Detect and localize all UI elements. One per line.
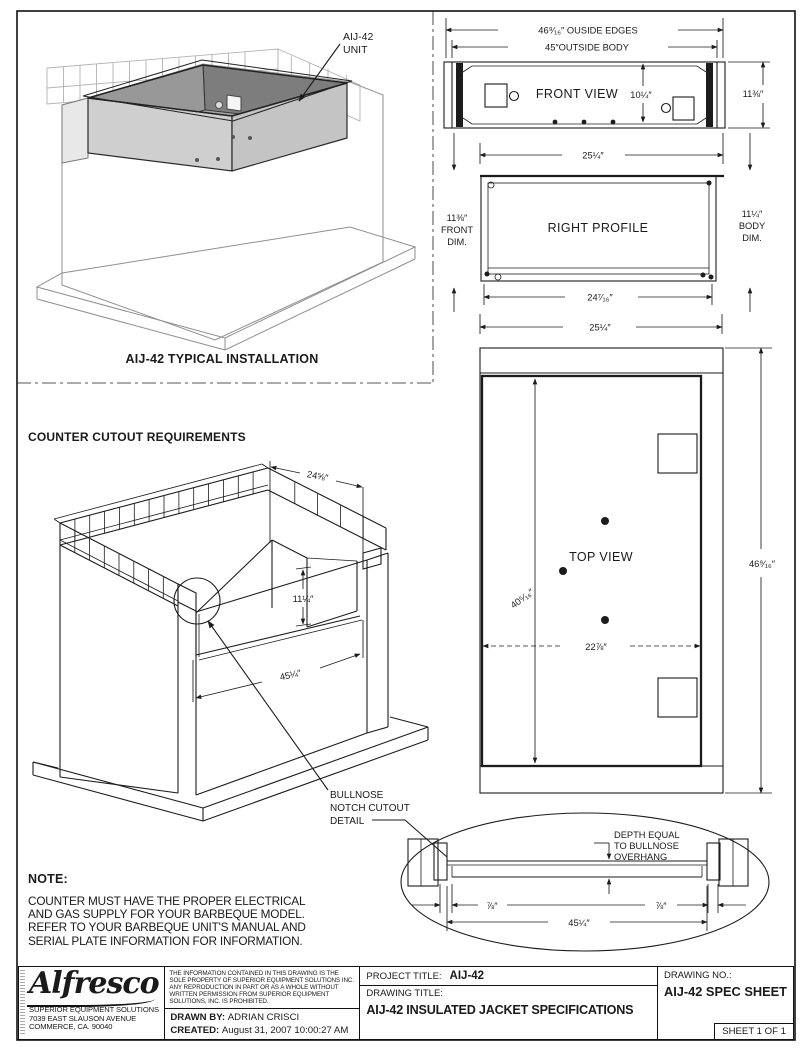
bullnose-detail-circle — [174, 578, 220, 624]
right-profile-title: RIGHT PROFILE — [547, 221, 649, 235]
depth-note-3: OVERHANG — [614, 852, 668, 862]
dim-bullnose-width: 45¼″ — [568, 918, 590, 928]
drawn-by-row — [170, 1011, 354, 1024]
depth-note-2: TO BULLNOSE — [614, 841, 679, 851]
top-view-title: TOP VIEW — [569, 550, 633, 564]
note-line: AND GAS SUPPLY FOR YOUR BARBEQUE MODEL. — [28, 907, 305, 922]
top-cutout-2 — [658, 678, 697, 717]
unit-knob — [216, 102, 223, 109]
front-left-hole — [510, 92, 519, 101]
profile-right-dim-1: 11¼″ — [741, 209, 763, 219]
note-line: COUNTER MUST HAVE THE PROPER ELECTRICAL — [28, 894, 306, 908]
drawing-number-block — [658, 967, 793, 1039]
front-right-hole — [662, 104, 671, 113]
legal-and-credits — [165, 967, 360, 1039]
profile-right-dim-2: BODY — [738, 221, 766, 231]
note-text — [28, 895, 306, 948]
drawn-by-label: DRAWN BY: — [170, 1012, 226, 1024]
created-label: CREATED: — [170, 1025, 220, 1037]
note-line: SERIAL PLATE INFORMATION FOR INFORMATION. — [28, 933, 303, 948]
bullnose-label-1: BULLNOSE — [330, 790, 384, 801]
dim-top-width: 22⅞″ — [585, 642, 607, 652]
front-right-box — [673, 97, 694, 120]
dim-cutout-opening-height: 11¼″ — [292, 594, 314, 604]
bullnose-notch-detail — [401, 813, 769, 951]
legal-notice: THE INFORMATION CONTAINED IN THIS DRAWING IS THE SOLE PROPERTY OF SUPERIOR EQUIPMENT SOLUTIONS INC. ANY REPRODUCTION IN PART OR AS A WHOLE WITHOUT WRITTEN PERMISSION FROM SUPERIOR EQUIPMENT SOLUTIONS, INC. IS PROHIBITED. — [165, 967, 359, 1009]
project-titles — [360, 967, 658, 1039]
profile-left-dim-2: FRONT — [440, 225, 474, 235]
installation-caption: AIJ-42 TYPICAL INSTALLATION — [125, 352, 319, 366]
note-line: REFER TO YOUR BARBEQUE UNIT'S MANUAL AND — [28, 920, 306, 935]
top-cutout-1 — [658, 434, 697, 473]
profile-left-dim-1: 11⅜″ — [446, 213, 468, 223]
dim-bullnose-right: ⅞″ — [655, 901, 667, 911]
drawing-no-label: DRAWING NO.: — [663, 970, 732, 981]
created-row — [170, 1024, 354, 1037]
right-profile — [441, 176, 765, 334]
profile-right-dim-3: DIM. — [742, 233, 762, 243]
dim-profile-bottom: 24⁷⁄₁₆″ — [587, 292, 613, 303]
drawing-title-value: AIJ-42 INSULATED JACKET SPECIFICATIONS — [366, 1003, 634, 1017]
dim-profile-bottom2: 25¼″ — [589, 322, 611, 333]
project-title-label: PROJECT TITLE: — [366, 971, 442, 982]
dim-outside-edges: 46⁹⁄₁₆″ OUSIDE EDGES — [538, 25, 638, 36]
company-address-line: 7039 EAST SLAUSON AVENUE — [29, 1013, 137, 1023]
project-title-value: AIJ-42 — [449, 970, 485, 982]
bullnose-label-2: NOTCH CUTOUT — [330, 803, 410, 814]
dim-bullnose-left: ⅞″ — [486, 901, 498, 911]
cutout-heading: COUNTER CUTOUT REQUIREMENTS — [28, 430, 246, 444]
drawn-by-value: ADRIAN CRISCI — [227, 1012, 300, 1024]
company-block — [19, 967, 165, 1039]
unit-cutout-square — [227, 95, 241, 111]
dim-cutout-depth: 24⅝″ — [306, 469, 330, 484]
counter-cutout-isometric — [33, 461, 447, 857]
front-left-box — [485, 84, 507, 107]
dim-cutout-opening-width: 45¼″ — [278, 667, 302, 683]
company-logo: Alfresco — [29, 966, 159, 1001]
dim-front-height: 11⅜″ — [742, 89, 764, 99]
sheet-number: SHEET 1 OF 1 — [714, 1023, 794, 1040]
installation-isometric — [37, 31, 415, 366]
dim-inner-height: 10¼″ — [630, 90, 652, 100]
profile-left-dim-3: DIM. — [447, 237, 467, 247]
dim-top-total: 46⁹⁄₁₆″ — [748, 559, 776, 569]
front-view — [444, 18, 770, 170]
company-address-line: SUPERIOR EQUIPMENT SOLUTIONS — [29, 1005, 159, 1014]
microtext-strip — [20, 970, 25, 1034]
unit-label-line1: AIJ-42 — [343, 31, 374, 43]
unit-label-line2: UNIT — [343, 44, 368, 56]
company-address-line: COMMERCE, CA. 90040 — [29, 1022, 113, 1032]
front-view-title: FRONT VIEW — [535, 87, 619, 101]
created-value: August 31, 2007 10:00:27 AM — [221, 1025, 349, 1037]
dim-outside-body: 45″OUTSIDE BODY — [545, 42, 629, 53]
dim-front-below: 25¼″ — [582, 150, 604, 161]
note-heading: NOTE: — [28, 872, 68, 886]
bullnose-label-3: DETAIL — [330, 816, 365, 827]
top-view — [480, 348, 776, 793]
drawing-title-label: DRAWING TITLE: — [366, 988, 443, 999]
dim-top-length: 40⁵⁄₁₆″ — [508, 586, 536, 611]
title-block — [18, 966, 794, 1040]
depth-note-1: DEPTH EQUAL — [614, 830, 680, 840]
drawing-no-value: AIJ-42 SPEC SHEET — [663, 984, 787, 999]
